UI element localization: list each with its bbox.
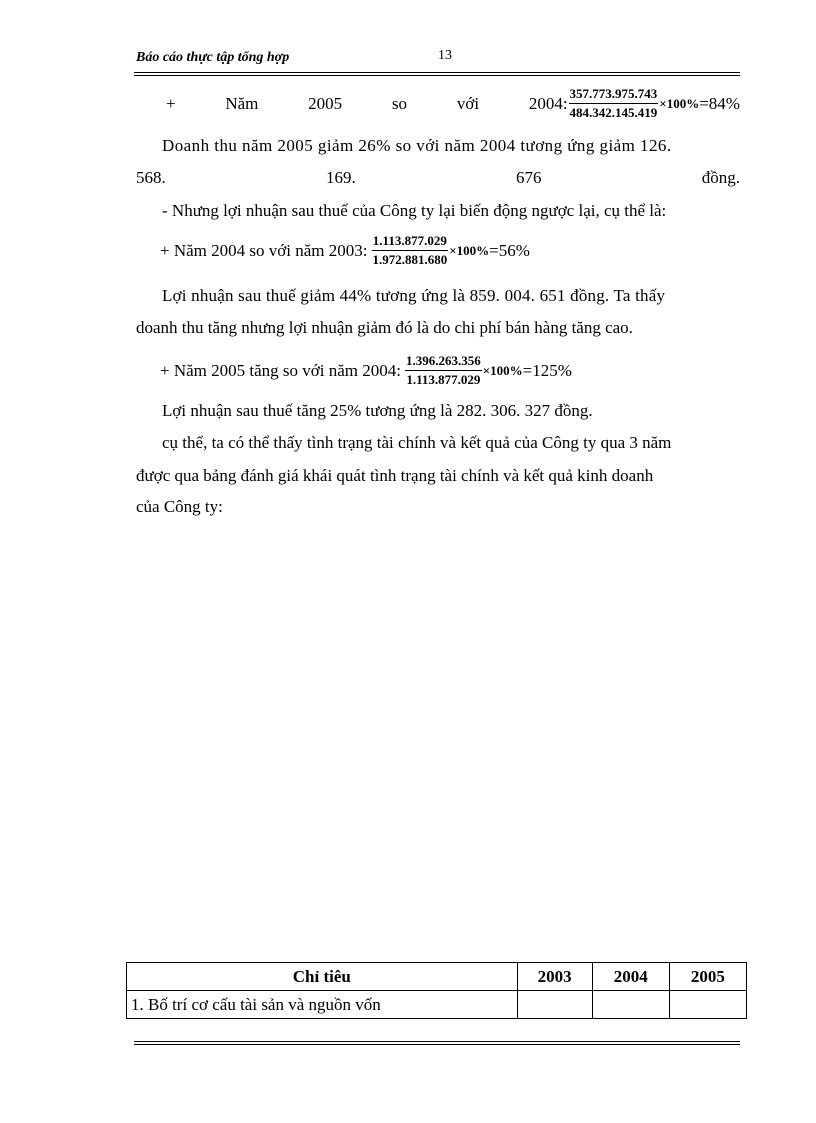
- word-2005: 2005: [308, 93, 343, 113]
- multiplier: ×100%: [659, 95, 700, 111]
- paragraph-line: - Nhưng lợi nhuận sau thuế của Công ty lại biến động ngược lại, cụ thể là:: [162, 201, 667, 220]
- plus-sign: +: [166, 93, 176, 113]
- word-voi: với: [456, 93, 480, 113]
- fraction-denominator: 1.972.881.680: [372, 252, 448, 267]
- footer-rule-top: [134, 1041, 740, 1042]
- word-nam: Năm: [225, 93, 259, 113]
- fraction-denominator: 1.113.877.029: [406, 372, 481, 387]
- paragraph-line: cụ thể, ta có thể thấy tình trạng tài chính và kết quả của Công ty qua 3 năm: [162, 433, 672, 452]
- table-cell: [592, 991, 669, 1019]
- header-rule-bottom: [134, 75, 740, 76]
- report-header-title: Báo cáo thực tập tổng hợp: [136, 50, 290, 65]
- multiplier: ×100%: [482, 362, 523, 378]
- column-header-2004: 2004: [592, 963, 669, 991]
- summary-table: [126, 962, 747, 1019]
- fraction-numerator: 1.396.263.356: [405, 353, 482, 371]
- table-cell: [517, 991, 592, 1019]
- formula-line-2004-2003: [160, 233, 740, 268]
- formula-lead: + Năm 2005 tăng so với năm 2004:: [160, 360, 401, 380]
- multiplier: ×100%: [449, 242, 490, 258]
- table-cell-label: 1. Bố trí cơ cấu tài sản và nguồn vốn: [127, 991, 518, 1019]
- paragraph-line: Lợi nhuận sau thuế tăng 25% tương ứng là 282. 306. 327 đồng.: [162, 401, 593, 420]
- header-rule-top: [134, 72, 740, 73]
- paragraph-line: được qua bảng đánh giá khái quát tình trạng tài chính và kết quả kinh doanh: [136, 466, 654, 485]
- formula-line-2005-2004-profit: [160, 353, 740, 388]
- fraction: [371, 233, 448, 268]
- table-header-row: [127, 963, 747, 991]
- paragraph-line: của Công ty:: [136, 497, 223, 516]
- formula-result: =125%: [522, 360, 572, 380]
- word-2004: 2004:: [528, 93, 568, 113]
- word-so: so: [391, 93, 408, 113]
- column-header-2003: 2003: [517, 963, 592, 991]
- fraction-numerator: 1.113.877.029: [372, 233, 448, 251]
- paragraph-line: Lợi nhuận sau thuế giảm 44% tương ứng là 859. 004. 651 đồng. Ta thấy: [162, 286, 666, 305]
- number-part: 568.: [136, 168, 166, 187]
- number-part: 169.: [326, 168, 356, 187]
- fraction: [569, 86, 659, 121]
- formula-lead: + Năm 2004 so với năm 2003:: [160, 240, 368, 260]
- number-part: đồng.: [701, 168, 740, 187]
- formula-line-2005-2004: [166, 86, 740, 121]
- table-row: [127, 991, 747, 1019]
- fraction-numerator: 357.773.975.743: [569, 86, 659, 104]
- footer-rule-bottom: [134, 1044, 740, 1045]
- paragraph-line-justified: [136, 168, 740, 188]
- column-header-chi-tieu: Chỉ tiêu: [127, 963, 518, 991]
- formula-result: =56%: [489, 240, 530, 260]
- table-cell: [669, 991, 746, 1019]
- formula-expression: [529, 86, 740, 121]
- formula-result: =84%: [699, 93, 740, 113]
- fraction: [405, 353, 482, 388]
- paragraph-line: Doanh thu năm 2005 giảm 26% so với năm 2004 tương ứng giảm 126.: [162, 136, 672, 155]
- column-header-2005: 2005: [669, 963, 746, 991]
- paragraph-line: doanh thu tăng nhưng lợi nhuận giảm đó là do chi phí bán hàng tăng cao.: [136, 318, 633, 337]
- fraction-denominator: 484.342.145.419: [569, 105, 658, 120]
- number-part: 676: [516, 168, 542, 187]
- page-number: 13: [438, 48, 452, 63]
